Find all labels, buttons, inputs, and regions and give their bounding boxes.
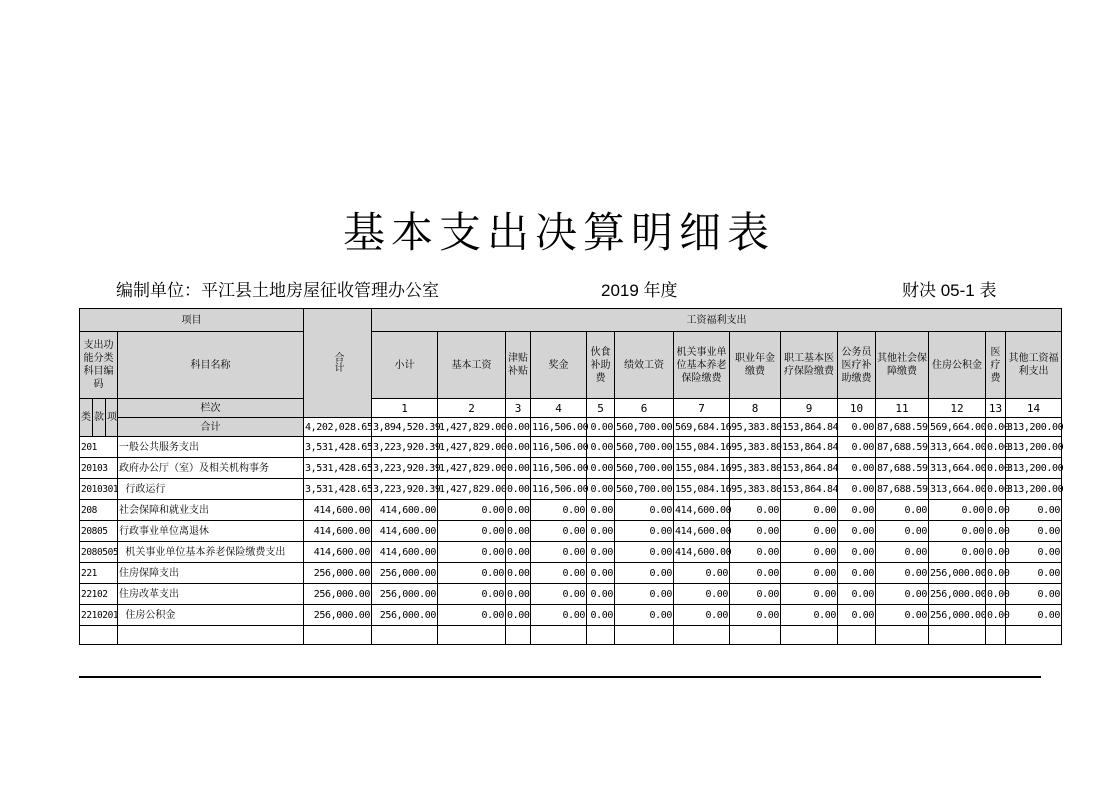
column-number-11: 11 — [876, 399, 929, 418]
row-value: 0.00 — [986, 437, 1006, 458]
row-value: 0.00 — [986, 605, 1006, 626]
row-value: 313,200.00 — [1006, 437, 1062, 458]
table-row — [80, 542, 1062, 563]
row-code: 201 — [80, 437, 118, 458]
total-value: 1,427,829.00 — [438, 418, 506, 437]
row-value: 0.00 — [506, 458, 531, 479]
row-value: 155,084.16 — [674, 479, 730, 500]
column-number-10: 10 — [838, 399, 876, 418]
row-value: 0.00 — [730, 542, 781, 563]
row-value: 0.00 — [986, 563, 1006, 584]
header-subject-name: 科目名称 — [118, 332, 304, 399]
column-number-6: 6 — [615, 399, 674, 418]
row-code: 22102 — [80, 584, 118, 605]
empty-cell — [781, 626, 838, 645]
row-value: 0.00 — [615, 521, 674, 542]
empty-cell — [730, 626, 781, 645]
row-subject-name: 社会保障和就业支出 — [118, 500, 304, 521]
row-value: 0.00 — [438, 542, 506, 563]
row-value: 0.00 — [531, 584, 587, 605]
row-value: 414,600.00 — [372, 542, 438, 563]
row-subject-name: 住房保障支出 — [118, 563, 304, 584]
table-row — [80, 584, 1062, 605]
row-value: 0.00 — [781, 584, 838, 605]
row-value: 0.00 — [615, 563, 674, 584]
empty-cell — [80, 626, 118, 645]
row-value: 0.00 — [506, 521, 531, 542]
row-value: 0.00 — [506, 500, 531, 521]
row-value: 3,223,920.39 — [372, 479, 438, 500]
row-value: 0.00 — [1006, 563, 1062, 584]
row-value: 3,531,428.65 — [304, 479, 372, 500]
row-value: 0.00 — [587, 500, 615, 521]
row-value: 313,664.00 — [929, 437, 986, 458]
row-subject-name: 行政事业单位离退休 — [118, 521, 304, 542]
row-value: 0.00 — [506, 563, 531, 584]
column-number-3: 3 — [506, 399, 531, 418]
row-value: 0.00 — [674, 584, 730, 605]
row-value: 155,084.16 — [674, 458, 730, 479]
row-value: 0.00 — [838, 542, 876, 563]
row-value: 0.00 — [838, 521, 876, 542]
row-value: 116,506.00 — [531, 458, 587, 479]
row-value: 0.00 — [587, 479, 615, 500]
header-wage-group: 工资福利支出 — [372, 309, 1062, 332]
table-row — [80, 563, 1062, 584]
row-value: 0.00 — [838, 437, 876, 458]
total-value: 87,688.59 — [876, 418, 929, 437]
row-value: 87,688.59 — [876, 437, 929, 458]
empty-cell — [615, 626, 674, 645]
column-number-14: 14 — [1006, 399, 1062, 418]
row-value: 0.00 — [986, 479, 1006, 500]
header-project: 项目 — [80, 309, 304, 332]
row-value: 256,000.00 — [929, 563, 986, 584]
row-value: 313,200.00 — [1006, 479, 1062, 500]
row-value: 414,600.00 — [674, 521, 730, 542]
row-value: 0.00 — [986, 584, 1006, 605]
column-number-4: 4 — [531, 399, 587, 418]
row-value: 0.00 — [730, 521, 781, 542]
empty-cell — [674, 626, 730, 645]
row-value: 87,688.59 — [876, 458, 929, 479]
total-value: 560,700.00 — [615, 418, 674, 437]
row-value: 0.00 — [531, 500, 587, 521]
row-value: 0.00 — [876, 605, 929, 626]
row-value: 560,700.00 — [615, 479, 674, 500]
total-value: 3,894,520.39 — [372, 418, 438, 437]
header-col-8: 机关事业单位基本养老保险缴费 — [674, 332, 730, 399]
row-value: 153,864.84 — [781, 479, 838, 500]
table-row — [80, 605, 1062, 626]
header-col-7: 绩效工资 — [615, 332, 674, 399]
empty-cell — [986, 626, 1006, 645]
row-value: 0.00 — [929, 500, 986, 521]
row-value: 0.00 — [438, 521, 506, 542]
column-number-2: 2 — [438, 399, 506, 418]
row-value: 0.00 — [506, 542, 531, 563]
row-code: 208 — [80, 500, 118, 521]
row-value: 0.00 — [781, 563, 838, 584]
row-subject-name: 一般公共服务支出 — [118, 437, 304, 458]
row-value: 116,506.00 — [531, 437, 587, 458]
header-total — [304, 309, 372, 418]
table-row — [80, 458, 1062, 479]
page-title: 基本支出决算明细表 — [342, 208, 775, 257]
expenditure-table — [79, 308, 1062, 645]
total-value: 116,506.00 — [531, 418, 587, 437]
row-value: 414,600.00 — [674, 500, 730, 521]
row-value: 0.00 — [1006, 500, 1062, 521]
total-value: 153,864.84 — [781, 418, 838, 437]
column-number-12: 12 — [929, 399, 986, 418]
header-col-10: 职工基本医疗保险缴费 — [781, 332, 838, 399]
row-value: 256,000.00 — [929, 605, 986, 626]
row-value: 256,000.00 — [372, 605, 438, 626]
empty-row — [80, 626, 1062, 645]
row-value: 0.00 — [506, 584, 531, 605]
row-value: 0.00 — [531, 605, 587, 626]
row-value: 0.00 — [1006, 605, 1062, 626]
row-value: 3,223,920.39 — [372, 458, 438, 479]
row-value: 0.00 — [615, 605, 674, 626]
row-value: 0.00 — [730, 563, 781, 584]
row-value: 155,084.16 — [674, 437, 730, 458]
row-value: 95,383.80 — [730, 458, 781, 479]
empty-cell — [506, 626, 531, 645]
row-value: 256,000.00 — [304, 563, 372, 584]
row-value: 414,600.00 — [304, 542, 372, 563]
empty-cell — [531, 626, 587, 645]
row-value: 0.00 — [876, 563, 929, 584]
header-total-label: 合计 — [332, 351, 343, 372]
table-bottom-border — [79, 676, 1041, 678]
row-value: 95,383.80 — [730, 437, 781, 458]
column-number-13: 13 — [986, 399, 1006, 418]
row-value: 1,427,829.00 — [438, 437, 506, 458]
row-value: 560,700.00 — [615, 458, 674, 479]
row-value: 256,000.00 — [372, 584, 438, 605]
header-kuan: 款 — [93, 399, 106, 437]
row-value: 0.00 — [1006, 584, 1062, 605]
row-value: 87,688.59 — [876, 479, 929, 500]
total-row-label: 合计 — [118, 418, 304, 437]
row-value: 153,864.84 — [781, 437, 838, 458]
row-value: 0.00 — [506, 605, 531, 626]
row-value: 0.00 — [438, 584, 506, 605]
row-value: 0.00 — [781, 521, 838, 542]
row-value: 313,664.00 — [929, 458, 986, 479]
empty-cell — [838, 626, 876, 645]
empty-cell — [118, 626, 304, 645]
row-value: 0.00 — [438, 605, 506, 626]
row-value: 0.00 — [838, 584, 876, 605]
total-value: 0.00 — [506, 418, 531, 437]
row-value: 3,223,920.39 — [372, 437, 438, 458]
compiling-unit: 编制单位：平江县土地房屋征收管理办公室 — [116, 281, 439, 301]
header-col-11: 公务员医疗补助缴费 — [838, 332, 876, 399]
row-value: 256,000.00 — [929, 584, 986, 605]
row-value: 0.00 — [781, 500, 838, 521]
header-xiang: 项 — [106, 399, 118, 437]
total-value: 569,664.00 — [929, 418, 986, 437]
row-value: 313,200.00 — [1006, 458, 1062, 479]
header-col-5: 奖金 — [531, 332, 587, 399]
row-value: 0.00 — [986, 500, 1006, 521]
row-value: 116,506.00 — [531, 479, 587, 500]
row-value: 0.00 — [986, 542, 1006, 563]
row-value: 0.00 — [615, 500, 674, 521]
row-code: 221 — [80, 563, 118, 584]
header-col-2: 小计 — [372, 332, 438, 399]
row-value: 3,531,428.65 — [304, 458, 372, 479]
row-value: 0.00 — [506, 437, 531, 458]
row-value: 0.00 — [876, 521, 929, 542]
total-value: 0.00 — [986, 418, 1006, 437]
row-value: 0.00 — [615, 542, 674, 563]
row-subject-name: 机关事业单位基本养老保险缴费支出 — [118, 542, 304, 563]
row-value: 560,700.00 — [615, 437, 674, 458]
row-value: 0.00 — [587, 437, 615, 458]
fiscal-year: 2019 年度 — [601, 281, 678, 300]
row-value: 414,600.00 — [304, 500, 372, 521]
row-subject-name: 住房改革支出 — [118, 584, 304, 605]
header-col-3: 基本工资 — [438, 332, 506, 399]
header-col-4: 津贴补贴 — [506, 332, 531, 399]
row-value: 0.00 — [587, 458, 615, 479]
row-value: 0.00 — [587, 542, 615, 563]
row-value: 256,000.00 — [304, 584, 372, 605]
header-col-13: 住房公积金 — [929, 332, 986, 399]
row-value: 0.00 — [615, 584, 674, 605]
row-subject-name: 住房公积金 — [118, 605, 304, 626]
row-value: 0.00 — [838, 563, 876, 584]
header-col-14: 医疗费 — [986, 332, 1006, 399]
row-value: 0.00 — [674, 563, 730, 584]
row-value: 1,427,829.00 — [438, 458, 506, 479]
row-value: 1,427,829.00 — [438, 479, 506, 500]
table-row — [80, 500, 1062, 521]
header-col-6: 伙食补助费 — [587, 332, 615, 399]
total-value: 313,200.00 — [1006, 418, 1062, 437]
header-col-15: 其他工资福利支出 — [1006, 332, 1062, 399]
row-value: 414,600.00 — [304, 521, 372, 542]
row-value: 0.00 — [730, 584, 781, 605]
row-code: 2080505 — [80, 542, 118, 563]
column-number-9: 9 — [781, 399, 838, 418]
column-number-7: 7 — [674, 399, 730, 418]
header-col-12: 其他社会保障缴费 — [876, 332, 929, 399]
row-subject-name: 行政运行 — [118, 479, 304, 500]
row-value: 0.00 — [730, 605, 781, 626]
row-value: 0.00 — [838, 479, 876, 500]
column-number-5: 5 — [587, 399, 615, 418]
total-value: 95,383.80 — [730, 418, 781, 437]
header-func-code: 支出功能分类科目编码 — [80, 332, 118, 399]
row-value: 0.00 — [531, 563, 587, 584]
row-value: 0.00 — [838, 500, 876, 521]
total-value: 569,684.16 — [674, 418, 730, 437]
column-number-1: 1 — [372, 399, 438, 418]
header-row-label: 栏次 — [118, 399, 304, 418]
row-value: 0.00 — [838, 605, 876, 626]
row-value: 0.00 — [838, 458, 876, 479]
row-value: 0.00 — [929, 542, 986, 563]
row-value: 414,600.00 — [372, 500, 438, 521]
row-code: 2210201 — [80, 605, 118, 626]
row-value: 313,664.00 — [929, 479, 986, 500]
empty-cell — [304, 626, 372, 645]
header-col-9: 职业年金缴费 — [730, 332, 781, 399]
row-value: 0.00 — [531, 521, 587, 542]
row-value: 414,600.00 — [372, 521, 438, 542]
row-value: 0.00 — [876, 584, 929, 605]
empty-cell — [929, 626, 986, 645]
empty-cell — [876, 626, 929, 645]
total-value: 4,202,028.65 — [304, 418, 372, 437]
row-value: 0.00 — [929, 521, 986, 542]
column-number-8: 8 — [730, 399, 781, 418]
row-value: 0.00 — [876, 500, 929, 521]
row-value: 3,531,428.65 — [304, 437, 372, 458]
row-value: 256,000.00 — [304, 605, 372, 626]
row-value: 0.00 — [1006, 542, 1062, 563]
row-value: 0.00 — [587, 584, 615, 605]
row-value: 0.00 — [438, 500, 506, 521]
row-value: 0.00 — [587, 605, 615, 626]
empty-cell — [438, 626, 506, 645]
row-value: 256,000.00 — [372, 563, 438, 584]
row-value: 0.00 — [876, 542, 929, 563]
row-value: 0.00 — [1006, 521, 1062, 542]
row-value: 153,864.84 — [781, 458, 838, 479]
empty-cell — [587, 626, 615, 645]
row-value: 0.00 — [674, 605, 730, 626]
total-value: 0.00 — [838, 418, 876, 437]
table-row — [80, 521, 1062, 542]
row-value: 0.00 — [531, 542, 587, 563]
form-number: 财决 05-1 表 — [902, 281, 997, 300]
row-code: 20103 — [80, 458, 118, 479]
table-row — [80, 479, 1062, 500]
row-code: 2010301 — [80, 479, 118, 500]
total-value: 0.00 — [587, 418, 615, 437]
row-value: 414,600.00 — [674, 542, 730, 563]
row-value: 0.00 — [781, 542, 838, 563]
row-value: 0.00 — [587, 563, 615, 584]
row-value: 95,383.80 — [730, 479, 781, 500]
row-subject-name: 政府办公厅（室）及相关机构事务 — [118, 458, 304, 479]
row-code: 20805 — [80, 521, 118, 542]
empty-cell — [372, 626, 438, 645]
row-value: 0.00 — [986, 521, 1006, 542]
row-value: 0.00 — [438, 563, 506, 584]
row-value: 0.00 — [506, 479, 531, 500]
row-value: 0.00 — [730, 500, 781, 521]
row-value: 0.00 — [781, 605, 838, 626]
row-value: 0.00 — [986, 458, 1006, 479]
empty-cell — [1006, 626, 1062, 645]
row-value: 0.00 — [587, 521, 615, 542]
header-lei: 类 — [80, 399, 93, 437]
table-row — [80, 437, 1062, 458]
